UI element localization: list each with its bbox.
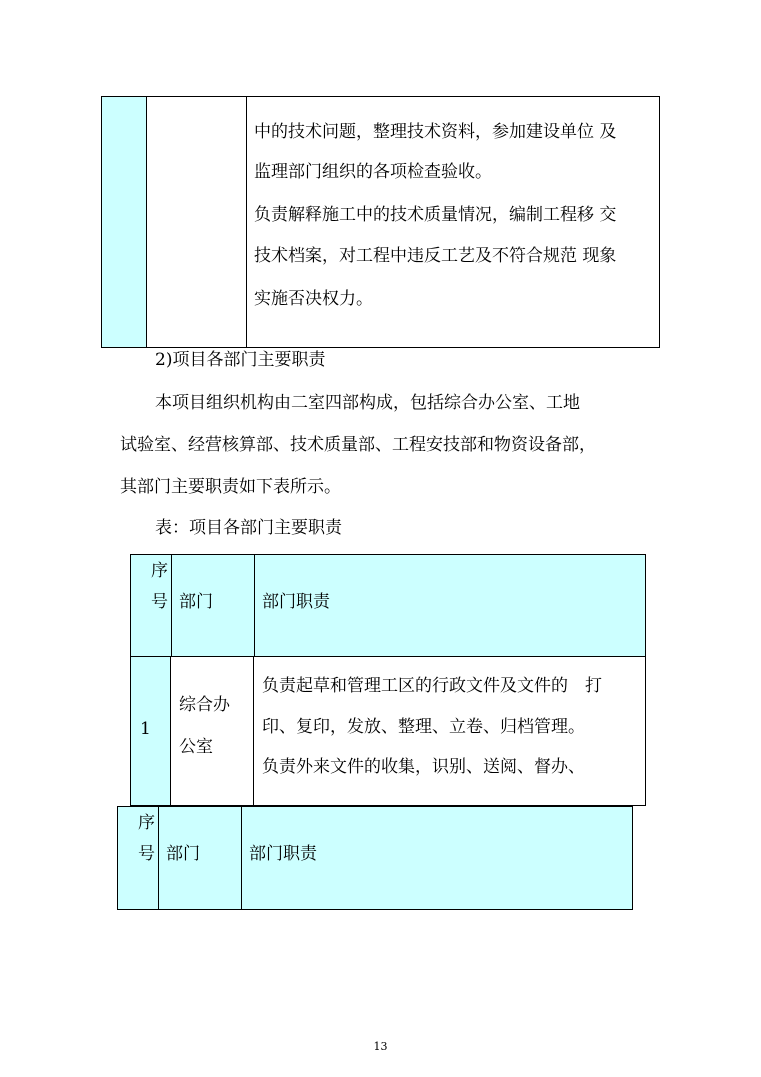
page-number: 13 — [373, 1040, 388, 1053]
header-dept: 部门 — [166, 844, 200, 864]
row-dept-line2: 公室 — [179, 737, 213, 757]
header-seq-line1: 序 — [138, 813, 155, 833]
header-seq-line2: 号 — [151, 592, 168, 612]
header-dept: 部门 — [179, 592, 213, 612]
column-divider — [158, 807, 159, 909]
dept-duty-table — [130, 554, 646, 806]
header-seq-line1: 序 — [151, 561, 168, 581]
dept-cell — [171, 657, 254, 805]
column-divider — [171, 555, 172, 657]
row-dept-line1: 综合办 — [179, 695, 230, 715]
duty-line: 技术档案，对工程中违反工艺及不符合规范 现象 — [254, 246, 617, 266]
seq-cell — [102, 97, 147, 347]
paragraph-line: 试验室、经营核算部、技术质量部、工程安技部和物资设备部， — [120, 435, 596, 455]
dept-cell — [147, 97, 247, 347]
row-duty-line: 负责起草和管理工区的行政文件及文件的 打 — [262, 676, 602, 696]
header-duty: 部门职责 — [262, 592, 330, 612]
paragraph-line: 其部门主要职责如下表所示。 — [120, 477, 341, 497]
duty-line: 实施否决权力。 — [254, 289, 373, 309]
paragraph-line: 本项目组织机构由二室四部构成，包括综合办公室、工地 — [155, 393, 580, 413]
row-duty-line: 负责外来文件的收集，识别、送阅、督办、 — [262, 757, 585, 777]
seq-cell — [131, 657, 171, 805]
row-duty-line: 印、复印，发放、整理、立卷、归档管理。 — [262, 717, 585, 737]
header-seq-line2: 号 — [138, 844, 155, 864]
duty-line: 中的技术问题，整理技术资料，参加建设单位 及 — [254, 122, 617, 142]
header-duty: 部门职责 — [249, 844, 317, 864]
repeat-header-table — [117, 806, 633, 910]
row-seq: 1 — [140, 719, 151, 739]
section-heading: 2)项目各部门主要职责 — [155, 350, 326, 370]
table-caption: 表：项目各部门主要职责 — [155, 518, 342, 538]
column-divider — [241, 807, 242, 909]
duty-line: 监理部门组织的各项检查验收。 — [254, 162, 492, 182]
column-divider — [254, 555, 255, 657]
continued-duty-table — [101, 96, 660, 348]
duty-line: 负责解释施工中的技术质量情况，编制工程移 交 — [254, 205, 617, 225]
